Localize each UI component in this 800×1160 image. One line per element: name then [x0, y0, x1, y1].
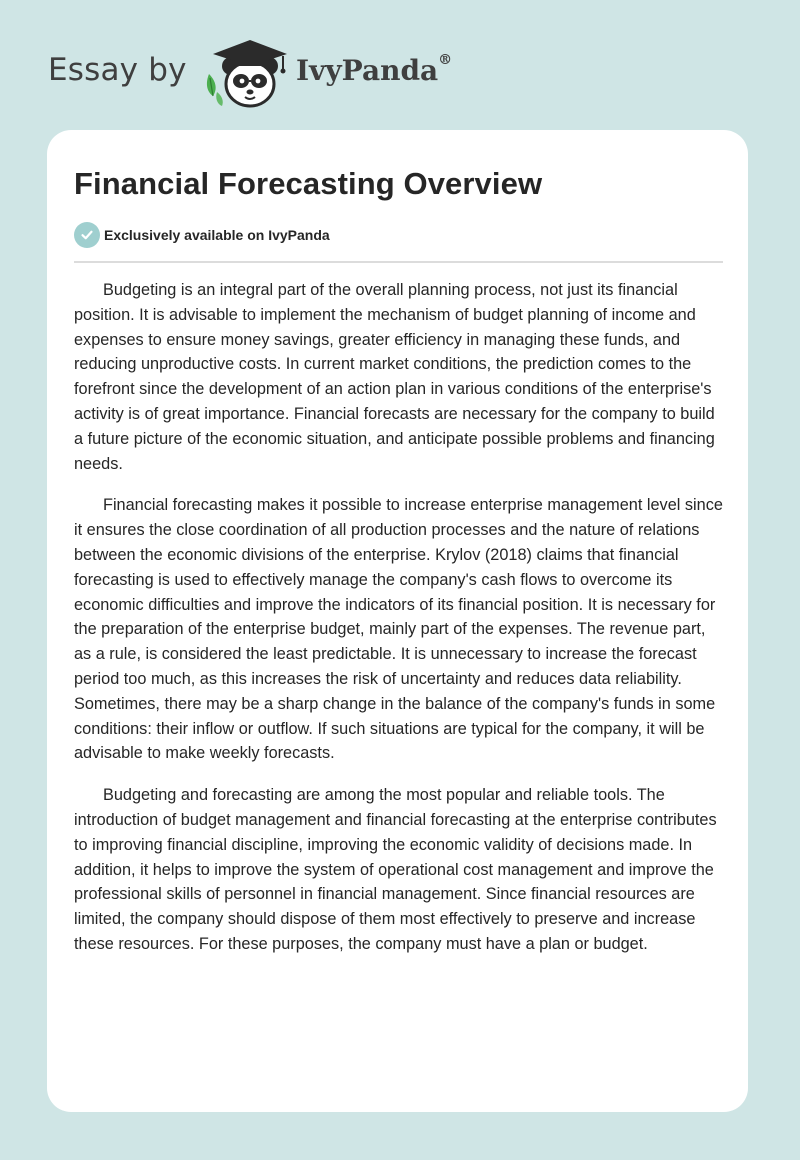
exclusive-badge-text: Exclusively available on IvyPanda [104, 227, 330, 243]
title-divider [74, 261, 723, 263]
brand-name: IvyPanda [296, 54, 439, 87]
page-title: Financial Forecasting Overview [74, 166, 543, 201]
panda-graduate-icon[interactable] [203, 36, 291, 110]
site-header [48, 34, 508, 110]
exclusive-badge [74, 222, 330, 248]
paragraph: Budgeting is an integral part of the overall planning process, not just its financial position. It is advisable to implement the mechanism of budget planning of income and expenses to ensure money savings, greater efficiency in managing these funds, and reducing unproductive costs. In current market conditions, the prediction comes to the forefront since the development of an action plan in various conditions of the enterprise's activity is of great importance. Financial forecasts are necessary for the company to build a future picture of the economic situation, and anticipate possible problems and financing needs. [74, 281, 715, 473]
paragraph: Budgeting and forecasting are among the most popular and reliable tools. The introduction of budget management and financial forecasting at the enterprise contributes to improving financial discipline, improving the economic validity of decisions made. In addition, it helps to improve the system of operational cost management and improve the professional skills of personnel in financial management. Since financial resources are limited, the company should dispose of them most effectively to preserve and increase these resources. For these purposes, the company must have a plan or budget. [74, 786, 717, 953]
checkmark-icon [74, 222, 100, 248]
brand-logo-text[interactable] [296, 54, 452, 87]
article-body [74, 278, 724, 974]
paragraph: Financial forecasting makes it possible to increase enterprise management level since it ensures the close coordination of all production processes and the nature of relations between the economic divisions of the enterprise. Krylov (2018) claims that financial forecasting is used to effectively manage the company's cash flows to overcome its economic difficulties and improve the indicators of its financial position. It is necessary for the preparation of the enterprise budget, mainly part of the expenses. The revenue part, as a rule, is considered the least predictable. It is unnecessary to increase the forecast period too much, as this increases the risk of uncertainty and reduces data reliability. Sometimes, there may be a sharp change in the balance of the company's funds in some conditions: their inflow or outflow. If such situations are typical for the company, it will be advisable to make weekly forecasts. [74, 496, 723, 763]
essay-by-label: Essay by [48, 52, 187, 88]
registered-mark: ® [438, 52, 453, 68]
article-card [47, 130, 748, 1112]
